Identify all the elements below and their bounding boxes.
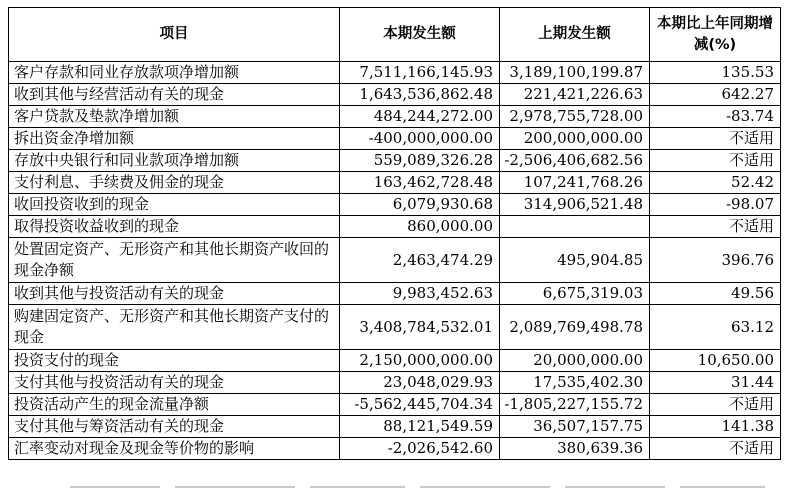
table-row (9, 106, 781, 128)
table-row (9, 372, 781, 394)
row-previous-value: 221,421,226.63 (500, 84, 650, 106)
row-previous-value: -1,805,227,155.72 (500, 394, 650, 416)
row-current-value: 559,089,326.28 (340, 150, 500, 172)
row-item: 收到其他与投资活动有关的现金 (9, 283, 340, 305)
row-change-percent: 10,650.00 (650, 350, 781, 372)
row-item: 处置固定资产、无形资产和其他长期资产收回的现金净额 (9, 238, 340, 283)
row-previous-value: 36,507,157.75 (500, 416, 650, 438)
row-current-value: 3,408,784,532.01 (340, 305, 500, 350)
row-change-percent: 141.38 (650, 416, 781, 438)
row-item: 购建固定资产、无形资产和其他长期资产支付的现金 (9, 305, 340, 350)
row-change-percent: 31.44 (650, 372, 781, 394)
row-change-percent: 不适用 (650, 394, 781, 416)
row-current-value: -5,562,445,704.34 (340, 394, 500, 416)
table-row (9, 84, 781, 106)
row-previous-value: 20,000,000.00 (500, 350, 650, 372)
table-body (9, 62, 781, 460)
header-current: 本期发生额 (340, 8, 500, 62)
row-previous-value: 6,675,319.03 (500, 283, 650, 305)
row-current-value: 9,983,452.63 (340, 283, 500, 305)
row-current-value: 163,462,728.48 (340, 172, 500, 194)
row-previous-value: 107,241,768.26 (500, 172, 650, 194)
row-current-value: 88,121,549.59 (340, 416, 500, 438)
row-previous-value: 3,189,100,199.87 (500, 62, 650, 84)
row-item: 客户存款和同业存放款项净增加额 (9, 62, 340, 84)
row-current-value: 860,000.00 (340, 216, 500, 238)
row-change-percent: 49.56 (650, 283, 781, 305)
row-change-percent: 不适用 (650, 150, 781, 172)
row-item: 收到其他与经营活动有关的现金 (9, 84, 340, 106)
table-row (9, 438, 781, 460)
row-current-value: 1,643,536,862.48 (340, 84, 500, 106)
row-change-percent: -83.74 (650, 106, 781, 128)
row-current-value: 2,150,000,000.00 (340, 350, 500, 372)
header-change: 本期比上年同期增减(%) (650, 8, 781, 62)
row-change-percent: 642.27 (650, 84, 781, 106)
row-previous-value: 2,978,755,728.00 (500, 106, 650, 128)
row-change-percent: -98.07 (650, 194, 781, 216)
row-current-value: 23,048,029.93 (340, 372, 500, 394)
row-previous-value: 314,906,521.48 (500, 194, 650, 216)
row-previous-value: 200,000,000.00 (500, 128, 650, 150)
table-row (9, 416, 781, 438)
row-item: 汇率变动对现金及现金等价物的影响 (9, 438, 340, 460)
row-item: 支付利息、手续费及佣金的现金 (9, 172, 340, 194)
row-item: 投资活动产生的现金流量净额 (9, 394, 340, 416)
row-current-value: -400,000,000.00 (340, 128, 500, 150)
row-previous-value: 17,535,402.30 (500, 372, 650, 394)
row-item: 客户贷款及垫款净增加额 (9, 106, 340, 128)
row-item: 拆出资金净增加额 (9, 128, 340, 150)
table-row (9, 394, 781, 416)
row-item: 取得投资收益收到的现金 (9, 216, 340, 238)
row-previous-value: 2,089,769,498.78 (500, 305, 650, 350)
row-item: 支付其他与筹资活动有关的现金 (9, 416, 340, 438)
row-change-percent: 52.42 (650, 172, 781, 194)
table-row (9, 238, 781, 283)
row-change-percent: 不适用 (650, 128, 781, 150)
row-item: 收回投资收到的现金 (9, 194, 340, 216)
row-current-value: 6,079,930.68 (340, 194, 500, 216)
row-current-value: 484,244,272.00 (340, 106, 500, 128)
row-item: 存放中央银行和同业款项净增加额 (9, 150, 340, 172)
row-current-value: 2,463,474.29 (340, 238, 500, 283)
table-row (9, 172, 781, 194)
row-previous-value: -2,506,406,682.56 (500, 150, 650, 172)
row-previous-value: 380,639.36 (500, 438, 650, 460)
row-item: 投资支付的现金 (9, 350, 340, 372)
table-row (9, 128, 781, 150)
table-row (9, 194, 781, 216)
row-item: 支付其他与投资活动有关的现金 (9, 372, 340, 394)
row-change-percent: 不适用 (650, 216, 781, 238)
header-previous: 上期发生额 (500, 8, 650, 62)
row-previous-value: 495,904.85 (500, 238, 650, 283)
row-current-value: -2,026,542.60 (340, 438, 500, 460)
row-change-percent: 396.76 (650, 238, 781, 283)
table-row (9, 350, 781, 372)
row-change-percent: 135.53 (650, 62, 781, 84)
table-row (9, 150, 781, 172)
table-row (9, 216, 781, 238)
row-change-percent: 63.12 (650, 305, 781, 350)
header-item: 项目 (9, 8, 340, 62)
table-row (9, 305, 781, 350)
table-row (9, 62, 781, 84)
table-header-row (9, 8, 781, 62)
row-previous-value (500, 216, 650, 238)
table-row (9, 283, 781, 305)
row-current-value: 7,511,166,145.93 (340, 62, 500, 84)
row-change-percent: 不适用 (650, 438, 781, 460)
next-page-cutoff-text (0, 486, 785, 493)
cash-flow-table (8, 7, 781, 460)
